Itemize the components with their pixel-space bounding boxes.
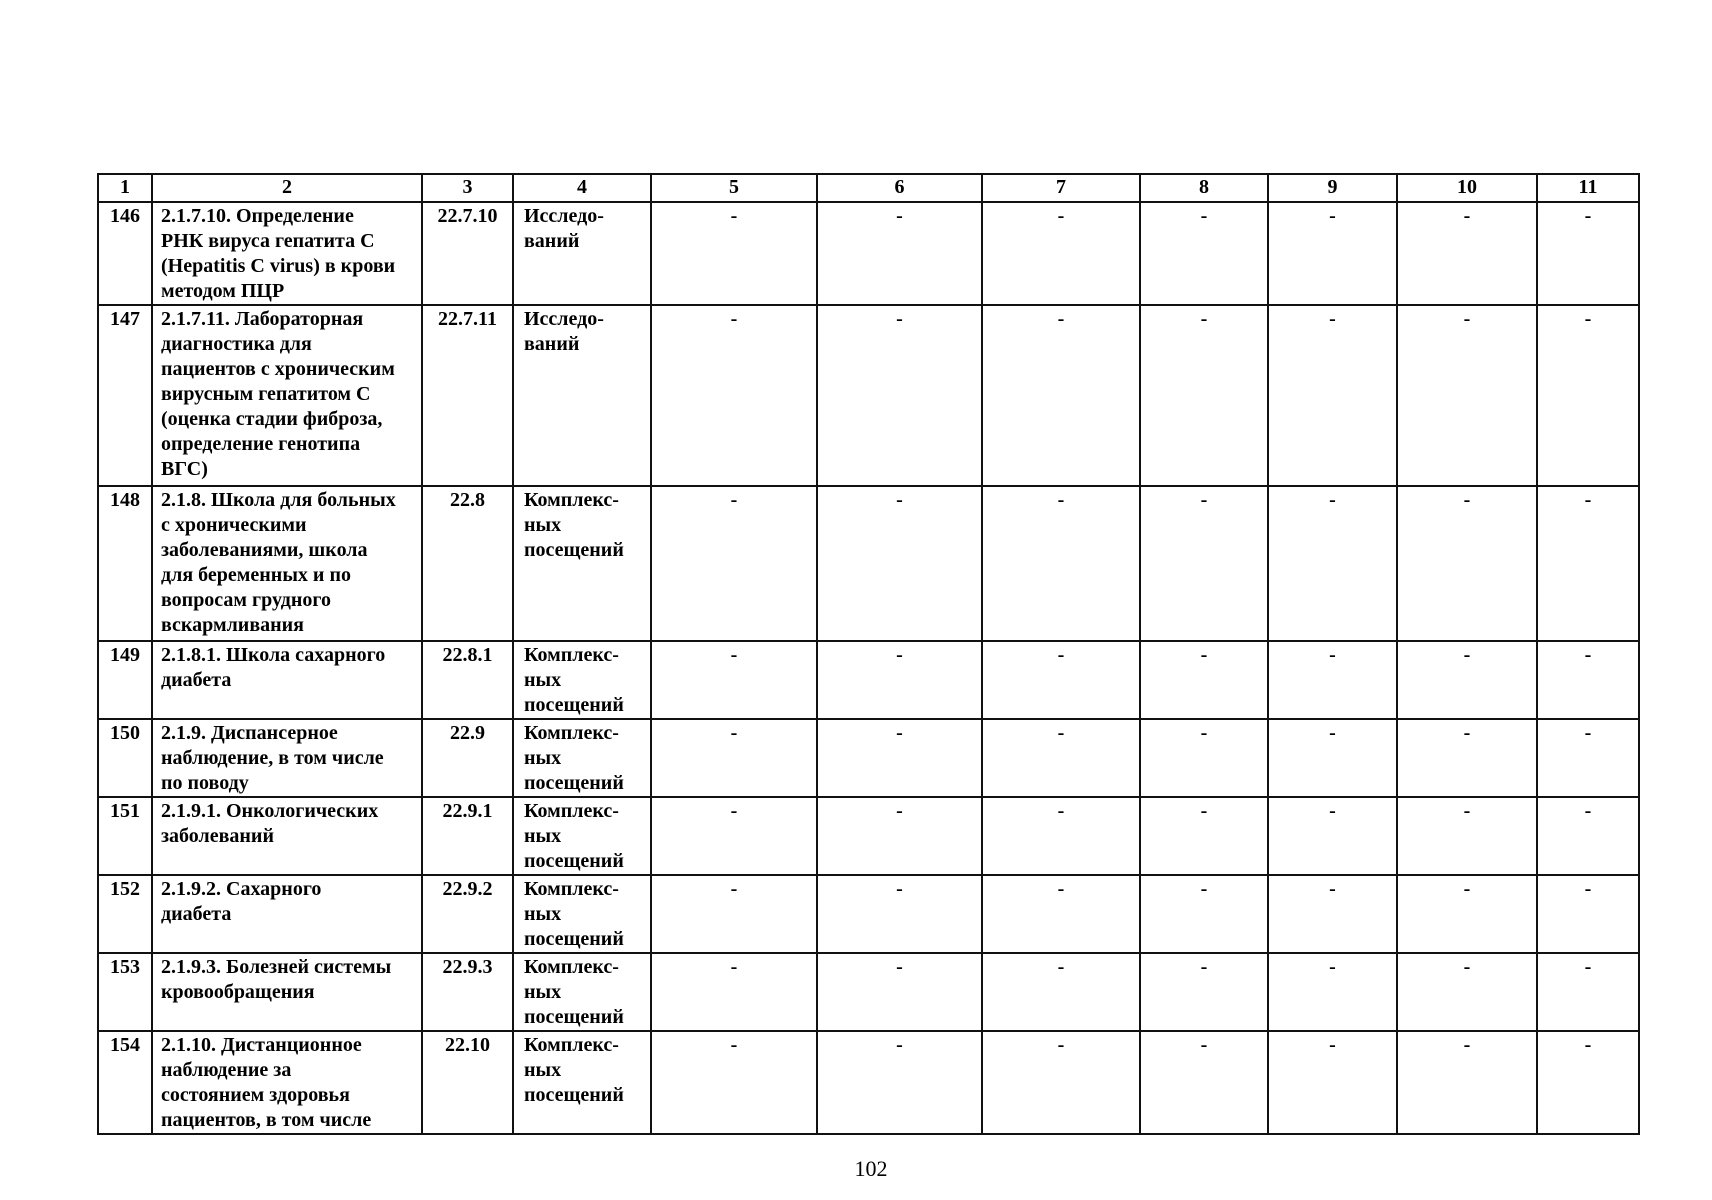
- unit-line: посещений: [524, 928, 624, 950]
- indicator-name-line: 2.1.9.2. Сахарного: [161, 878, 322, 900]
- row-number-cell: 150: [98, 719, 152, 797]
- indicator-name-line: ВГС): [161, 458, 208, 480]
- value-cell: -: [1537, 305, 1639, 486]
- unit-line: Комплекс-: [524, 722, 619, 744]
- unit-line: посещений: [524, 1006, 624, 1028]
- column-header: 9: [1268, 174, 1397, 202]
- unit-line: Комплекс-: [524, 800, 619, 822]
- indicator-name-line: состоянием здоровья: [161, 1084, 350, 1106]
- value-cell: -: [1397, 797, 1537, 875]
- indicator-name-line: с хроническими: [161, 514, 307, 536]
- value-cell: -: [1268, 305, 1397, 486]
- table-body: [98, 202, 1639, 1134]
- indicator-name-line: диабета: [161, 903, 232, 925]
- value-cell: -: [982, 305, 1140, 486]
- value-cell: -: [651, 202, 817, 305]
- column-header: 4: [513, 174, 651, 202]
- value-cell: -: [1140, 202, 1268, 305]
- unit-cell: [513, 719, 651, 797]
- unit-line: Комплекс-: [524, 1034, 619, 1056]
- value-cell: -: [1268, 797, 1397, 875]
- indicator-name-line: для беременных и по: [161, 564, 351, 586]
- value-cell: -: [1268, 875, 1397, 953]
- row-code-cell: 22.8.1: [422, 641, 513, 719]
- table-row: [98, 641, 1639, 719]
- unit-line: ных: [524, 1059, 562, 1081]
- column-header: 10: [1397, 174, 1537, 202]
- column-header: 2: [152, 174, 422, 202]
- indicator-name-line: (оценка стадии фиброза,: [161, 408, 383, 430]
- row-number-cell: 153: [98, 953, 152, 1031]
- indicator-name-line: наблюдение, в том числе: [161, 747, 384, 769]
- row-number-cell: 146: [98, 202, 152, 305]
- row-number-cell: 154: [98, 1031, 152, 1134]
- row-number-cell: 148: [98, 486, 152, 641]
- value-cell: -: [1397, 875, 1537, 953]
- indicator-name-cell: [152, 486, 422, 641]
- value-cell: -: [817, 305, 982, 486]
- unit-line: ваний: [524, 333, 580, 355]
- indicator-name-line: диабета: [161, 669, 232, 691]
- indicator-name-cell: [152, 797, 422, 875]
- column-header: 8: [1140, 174, 1268, 202]
- unit-line: ных: [524, 514, 562, 536]
- value-cell: -: [1140, 797, 1268, 875]
- row-number-cell: 149: [98, 641, 152, 719]
- table-header: [98, 174, 1639, 202]
- unit-cell: [513, 797, 651, 875]
- value-cell: -: [1140, 719, 1268, 797]
- value-cell: -: [817, 875, 982, 953]
- value-cell: -: [1140, 486, 1268, 641]
- value-cell: -: [651, 641, 817, 719]
- table-row: [98, 305, 1639, 486]
- value-cell: -: [982, 486, 1140, 641]
- value-cell: -: [1397, 305, 1537, 486]
- indicator-name-line: РНК вируса гепатита С: [161, 230, 375, 252]
- indicator-name-line: 2.1.8. Школа для больных: [161, 489, 396, 511]
- value-cell: -: [982, 953, 1140, 1031]
- table-row: [98, 797, 1639, 875]
- table-row: [98, 486, 1639, 641]
- value-cell: -: [817, 1031, 982, 1134]
- unit-line: посещений: [524, 539, 624, 561]
- value-cell: -: [1397, 202, 1537, 305]
- unit-cell: [513, 1031, 651, 1134]
- value-cell: -: [1140, 305, 1268, 486]
- row-code-cell: 22.9: [422, 719, 513, 797]
- row-number-cell: 152: [98, 875, 152, 953]
- indicator-name-line: 2.1.7.10. Определение: [161, 205, 354, 227]
- row-code-cell: 22.8: [422, 486, 513, 641]
- unit-line: Комплекс-: [524, 878, 619, 900]
- value-cell: -: [1397, 641, 1537, 719]
- value-cell: -: [1537, 1031, 1639, 1134]
- value-cell: -: [817, 486, 982, 641]
- unit-cell: [513, 953, 651, 1031]
- column-header: 1: [98, 174, 152, 202]
- indicator-name-line: пациентов с хроническим: [161, 358, 395, 380]
- value-cell: -: [651, 719, 817, 797]
- value-cell: -: [1537, 641, 1639, 719]
- value-cell: -: [1140, 875, 1268, 953]
- value-cell: -: [982, 719, 1140, 797]
- unit-line: ных: [524, 669, 562, 691]
- indicator-name-line: 2.1.8.1. Школа сахарного: [161, 644, 386, 666]
- table-row: [98, 719, 1639, 797]
- row-code-cell: 22.7.11: [422, 305, 513, 486]
- indicator-name-line: определение генотипа: [161, 433, 361, 455]
- row-code-cell: 22.7.10: [422, 202, 513, 305]
- unit-cell: [513, 305, 651, 486]
- unit-line: ных: [524, 981, 562, 1003]
- unit-cell: [513, 875, 651, 953]
- value-cell: -: [1537, 719, 1639, 797]
- unit-line: ных: [524, 747, 562, 769]
- value-cell: -: [651, 797, 817, 875]
- value-cell: -: [1140, 953, 1268, 1031]
- value-cell: -: [817, 641, 982, 719]
- data-table: [97, 173, 1640, 1135]
- unit-line: посещений: [524, 694, 624, 716]
- unit-cell: [513, 641, 651, 719]
- unit-line: ных: [524, 903, 562, 925]
- value-cell: -: [1537, 797, 1639, 875]
- unit-line: посещений: [524, 772, 624, 794]
- value-cell: -: [1537, 202, 1639, 305]
- indicator-name-line: вскармливания: [161, 614, 304, 636]
- indicator-name-cell: [152, 875, 422, 953]
- table-row: [98, 875, 1639, 953]
- value-cell: -: [651, 305, 817, 486]
- unit-line: посещений: [524, 1084, 624, 1106]
- value-cell: -: [651, 953, 817, 1031]
- indicator-name-line: кровообращения: [161, 981, 315, 1003]
- indicator-name-line: вопросам грудного: [161, 589, 331, 611]
- value-cell: -: [982, 875, 1140, 953]
- value-cell: -: [1140, 641, 1268, 719]
- indicator-name-line: 2.1.10. Дистанционное: [161, 1034, 362, 1056]
- indicator-name-cell: [152, 953, 422, 1031]
- value-cell: -: [817, 953, 982, 1031]
- value-cell: -: [1268, 1031, 1397, 1134]
- unit-line: Комплекс-: [524, 956, 619, 978]
- indicator-name-cell: [152, 1031, 422, 1134]
- row-code-cell: 22.10: [422, 1031, 513, 1134]
- value-cell: -: [1397, 486, 1537, 641]
- value-cell: -: [1537, 486, 1639, 641]
- indicator-name-line: методом ПЦР: [161, 280, 285, 302]
- indicator-name-cell: [152, 719, 422, 797]
- row-code-cell: 22.9.3: [422, 953, 513, 1031]
- value-cell: -: [1397, 953, 1537, 1031]
- value-cell: -: [982, 202, 1140, 305]
- header-row: [98, 174, 1639, 202]
- value-cell: -: [1397, 719, 1537, 797]
- indicator-name-line: 2.1.7.11. Лабораторная: [161, 308, 364, 330]
- indicator-name-line: заболеваниями, школа: [161, 539, 368, 561]
- indicator-name-line: вирусным гепатитом С: [161, 383, 371, 405]
- value-cell: -: [1268, 953, 1397, 1031]
- value-cell: -: [1268, 719, 1397, 797]
- indicator-name-line: (Hepatitis C virus) в крови: [161, 255, 396, 277]
- unit-cell: [513, 202, 651, 305]
- row-number-cell: 147: [98, 305, 152, 486]
- value-cell: -: [817, 202, 982, 305]
- unit-line: Исследо-: [524, 205, 604, 227]
- value-cell: -: [1140, 1031, 1268, 1134]
- unit-line: ваний: [524, 230, 580, 252]
- value-cell: -: [651, 875, 817, 953]
- column-header: 6: [817, 174, 982, 202]
- column-header: 5: [651, 174, 817, 202]
- page-number: 102: [854, 1156, 888, 1181]
- indicator-name-cell: [152, 641, 422, 719]
- indicator-name-line: наблюдение за: [161, 1059, 292, 1081]
- value-cell: -: [1397, 1031, 1537, 1134]
- table-row: [98, 202, 1639, 305]
- row-number-cell: 151: [98, 797, 152, 875]
- unit-line: Комплекс-: [524, 489, 619, 511]
- value-cell: -: [1268, 641, 1397, 719]
- column-header: 3: [422, 174, 513, 202]
- row-code-cell: 22.9.2: [422, 875, 513, 953]
- indicator-name-line: по поводу: [161, 772, 249, 794]
- table-row: [98, 1031, 1639, 1134]
- value-cell: -: [651, 1031, 817, 1134]
- unit-line: Комплекс-: [524, 644, 619, 666]
- indicator-name-cell: [152, 305, 422, 486]
- value-cell: -: [1537, 953, 1639, 1031]
- indicator-name-line: заболеваний: [161, 825, 274, 847]
- value-cell: -: [651, 486, 817, 641]
- indicator-name-line: 2.1.9.1. Онкологических: [161, 800, 379, 822]
- indicator-name-line: 2.1.9.3. Болезней системы: [161, 956, 392, 978]
- indicator-name-line: диагностика для: [161, 333, 312, 355]
- value-cell: -: [982, 1031, 1140, 1134]
- indicator-name-cell: [152, 202, 422, 305]
- value-cell: -: [1268, 202, 1397, 305]
- unit-cell: [513, 486, 651, 641]
- indicator-name-line: 2.1.9. Диспансерное: [161, 722, 338, 744]
- value-cell: -: [982, 641, 1140, 719]
- value-cell: -: [817, 719, 982, 797]
- unit-line: посещений: [524, 850, 624, 872]
- unit-line: Исследо-: [524, 308, 604, 330]
- column-header: 7: [982, 174, 1140, 202]
- column-header: 11: [1537, 174, 1639, 202]
- value-cell: -: [982, 797, 1140, 875]
- table-row: [98, 953, 1639, 1031]
- value-cell: -: [1537, 875, 1639, 953]
- value-cell: -: [817, 797, 982, 875]
- value-cell: -: [1268, 486, 1397, 641]
- unit-line: ных: [524, 825, 562, 847]
- row-code-cell: 22.9.1: [422, 797, 513, 875]
- indicator-name-line: пациентов, в том числе: [161, 1109, 372, 1131]
